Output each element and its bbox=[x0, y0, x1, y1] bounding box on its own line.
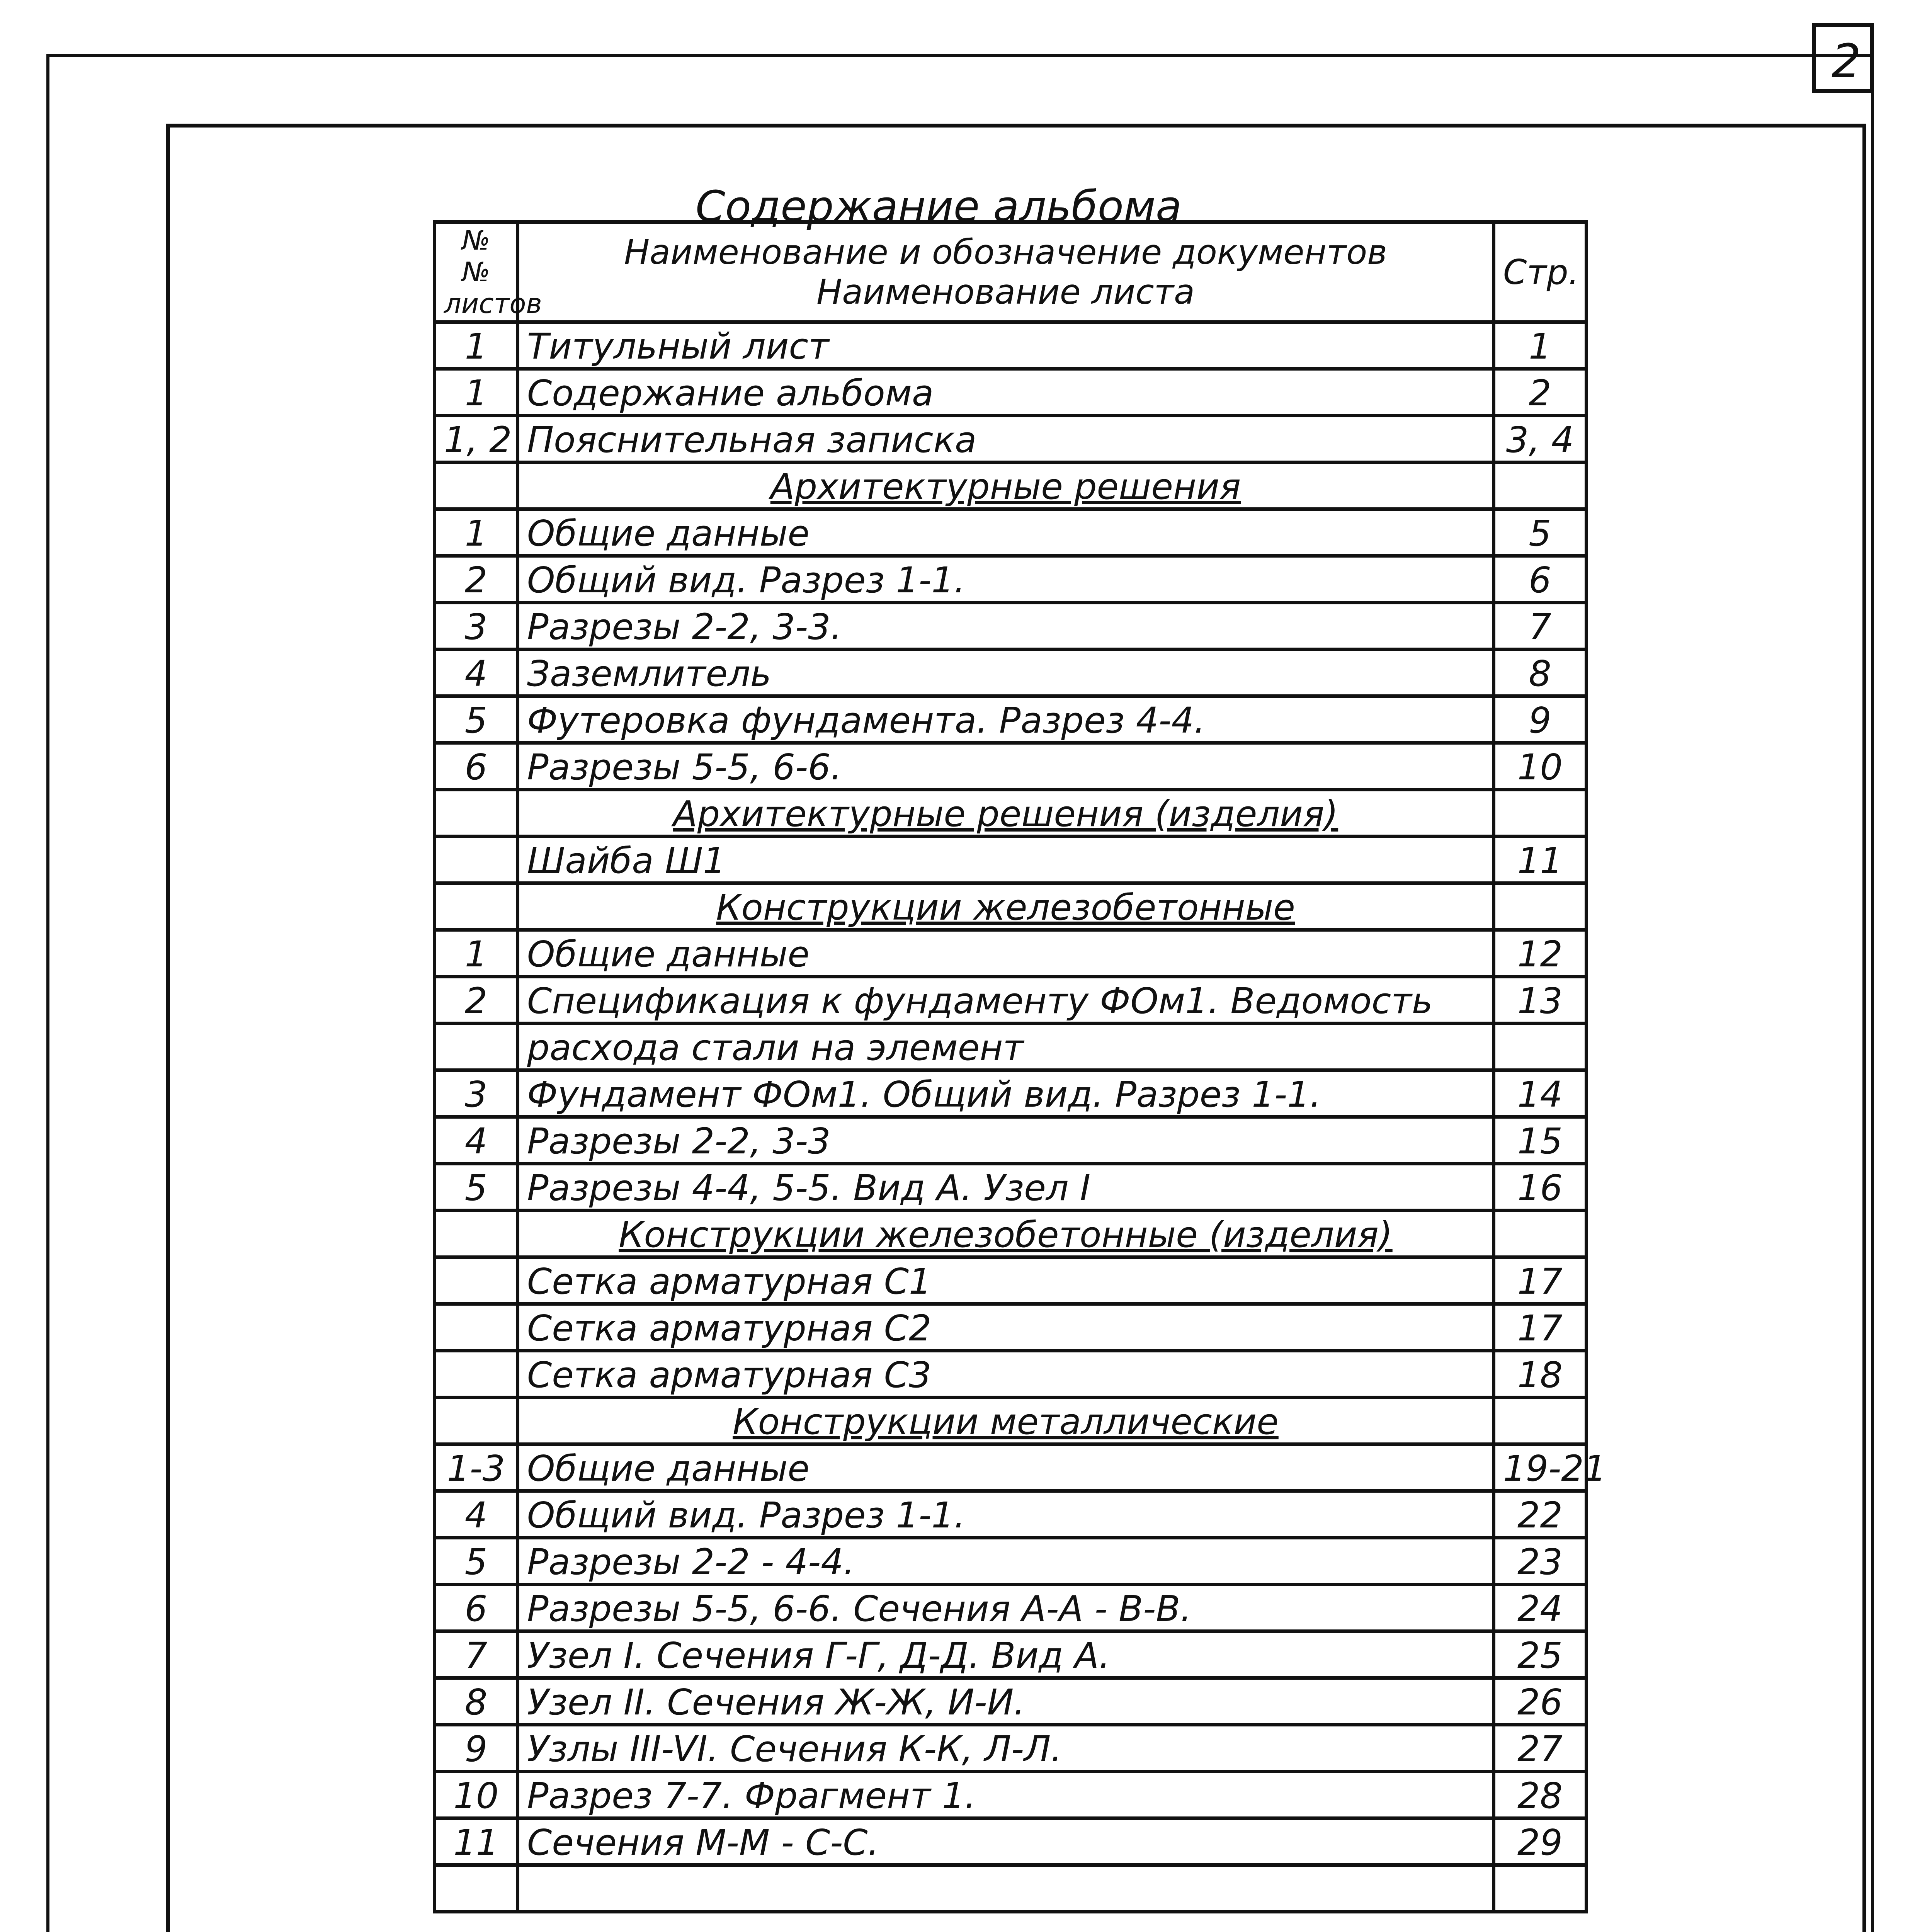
row-sheet-number bbox=[435, 1865, 518, 1912]
row-document-name: Разрезы 2-2 - 4-4. bbox=[518, 1538, 1494, 1585]
row-sheet-number: 9 bbox=[435, 1725, 518, 1772]
row-document-name: Общий вид. Разрез 1-1. bbox=[518, 556, 1494, 603]
row-page: 17 bbox=[1494, 1257, 1587, 1304]
row-page: 15 bbox=[1494, 1117, 1587, 1164]
row-sheet-number: 4 bbox=[435, 650, 518, 696]
section-heading: Конструкции железобетонные bbox=[518, 883, 1494, 930]
row-sheet-number bbox=[435, 1351, 518, 1398]
section-heading: Конструкции металлические bbox=[518, 1398, 1494, 1444]
table-row bbox=[435, 556, 1587, 603]
row-document-name: Разрезы 2-2, 3-3 bbox=[518, 1117, 1494, 1164]
table-row bbox=[435, 790, 1587, 837]
table-row bbox=[435, 1444, 1587, 1491]
table-row bbox=[435, 1585, 1587, 1631]
row-page: 8 bbox=[1494, 650, 1587, 696]
row-sheet-number: 6 bbox=[435, 1585, 518, 1631]
row-page: 22 bbox=[1494, 1491, 1587, 1538]
table-row bbox=[435, 1117, 1587, 1164]
header-name bbox=[518, 222, 1494, 322]
row-document-name: расхода стали на элемент bbox=[518, 1024, 1494, 1070]
contents-body bbox=[435, 322, 1607, 1912]
outer-border-left bbox=[46, 54, 49, 1932]
row-document-name: Разрезы 5-5, 6-6. Сечения А-А - В-В. bbox=[518, 1585, 1494, 1631]
row-sheet-number bbox=[435, 1304, 518, 1351]
contents-table bbox=[433, 220, 1607, 1913]
row-sheet-number bbox=[435, 1211, 518, 1257]
row-sheet-number: 1 bbox=[435, 509, 518, 556]
table-row bbox=[435, 1304, 1587, 1351]
table-row bbox=[435, 416, 1587, 463]
row-page bbox=[1494, 883, 1587, 930]
table-row bbox=[435, 463, 1587, 509]
row-sheet-number bbox=[435, 883, 518, 930]
row-sheet-number: 8 bbox=[435, 1678, 518, 1725]
header-name-line1: Наименование и обозначение документов bbox=[624, 232, 1388, 272]
row-document-name: Заземлитель bbox=[518, 650, 1494, 696]
row-document-name: Сетка арматурная С2 bbox=[518, 1304, 1494, 1351]
row-page: 11 bbox=[1494, 837, 1587, 883]
table-row bbox=[435, 1070, 1587, 1117]
row-document-name: Разрез 7-7. Фрагмент 1. bbox=[518, 1772, 1494, 1818]
row-sheet-number: 2 bbox=[435, 977, 518, 1024]
row-sheet-number: 7 bbox=[435, 1631, 518, 1678]
row-page: 23 bbox=[1494, 1538, 1587, 1585]
table-header-row bbox=[435, 222, 1587, 322]
section-heading: Архитектурные решения bbox=[518, 463, 1494, 509]
table-row bbox=[435, 1257, 1587, 1304]
row-document-name: Общие данные bbox=[518, 509, 1494, 556]
row-document-name: Шайба Ш1 bbox=[518, 837, 1494, 883]
row-page: 17 bbox=[1494, 1304, 1587, 1351]
row-sheet-number: 3 bbox=[435, 1070, 518, 1117]
row-page: 14 bbox=[1494, 1070, 1587, 1117]
table-row bbox=[435, 1024, 1587, 1070]
header-page: Стр. bbox=[1494, 222, 1587, 322]
row-page: 5 bbox=[1494, 509, 1587, 556]
row-sheet-number: 1 bbox=[435, 322, 518, 369]
outer-border-right bbox=[1871, 54, 1874, 1932]
row-document-name: Узел I. Сечения Г-Г, Д-Д. Вид А. bbox=[518, 1631, 1494, 1678]
section-heading: Конструкции железобетонные (изделия) bbox=[518, 1211, 1494, 1257]
row-page: 6 bbox=[1494, 556, 1587, 603]
row-document-name: Разрезы 5-5, 6-6. bbox=[518, 743, 1494, 790]
row-page: 12 bbox=[1494, 930, 1587, 977]
row-document-name: Узел II. Сечения Ж-Ж, И-И. bbox=[518, 1678, 1494, 1725]
row-sheet-number: 1, 2 bbox=[435, 416, 518, 463]
row-document-name: Разрезы 4-4, 5-5. Вид А. Узел I bbox=[518, 1164, 1494, 1211]
table-row bbox=[435, 1818, 1587, 1865]
row-sheet-number bbox=[435, 463, 518, 509]
table-row bbox=[435, 696, 1587, 743]
row-sheet-number: 5 bbox=[435, 1538, 518, 1585]
row-document-name: Общие данные bbox=[518, 1444, 1494, 1491]
section-heading: Архитектурные решения (изделия) bbox=[518, 790, 1494, 837]
row-sheet-number: 1-3 bbox=[435, 1444, 518, 1491]
table-row bbox=[435, 1164, 1587, 1211]
row-page: 13 bbox=[1494, 977, 1587, 1024]
outer-border-top bbox=[46, 54, 1874, 57]
table-row bbox=[435, 837, 1587, 883]
page-title: Содержание альбома bbox=[696, 182, 1182, 231]
table-row bbox=[435, 1538, 1587, 1585]
row-page: 1 bbox=[1494, 322, 1587, 369]
row-sheet-number: 11 bbox=[435, 1818, 518, 1865]
row-page: 10 bbox=[1494, 743, 1587, 790]
table-row bbox=[435, 1678, 1587, 1725]
row-page: 24 bbox=[1494, 1585, 1587, 1631]
row-document-name: Узлы III-VI. Сечения К-К, Л-Л. bbox=[518, 1725, 1494, 1772]
row-page bbox=[1494, 1024, 1587, 1070]
row-sheet-number: 5 bbox=[435, 1164, 518, 1211]
sheet-number-box bbox=[1812, 23, 1874, 93]
row-sheet-number: 2 bbox=[435, 556, 518, 603]
row-page bbox=[1494, 790, 1587, 837]
table-row bbox=[435, 883, 1587, 930]
table-row bbox=[435, 509, 1587, 556]
row-page: 19-21 bbox=[1494, 1444, 1587, 1491]
row-sheet-number: 4 bbox=[435, 1117, 518, 1164]
table-row bbox=[435, 1351, 1587, 1398]
row-page: 7 bbox=[1494, 603, 1587, 650]
table-row bbox=[435, 1725, 1587, 1772]
row-page bbox=[1494, 1211, 1587, 1257]
table-row bbox=[435, 1491, 1587, 1538]
row-document-name: Титульный лист bbox=[518, 322, 1494, 369]
table-row bbox=[435, 743, 1587, 790]
sheet-number: 2 bbox=[1832, 35, 1861, 88]
row-document-name: Общий вид. Разрез 1-1. bbox=[518, 1491, 1494, 1538]
row-page: 28 bbox=[1494, 1772, 1587, 1818]
row-sheet-number bbox=[435, 1024, 518, 1070]
row-page: 3, 4 bbox=[1494, 416, 1587, 463]
row-document-name: Содержание альбома bbox=[518, 369, 1494, 416]
row-sheet-number bbox=[435, 837, 518, 883]
row-sheet-number bbox=[435, 1398, 518, 1444]
row-document-name bbox=[518, 1865, 1494, 1912]
header-name-line2: Наименование листа bbox=[816, 272, 1195, 312]
row-page: 18 bbox=[1494, 1351, 1587, 1398]
table-row bbox=[435, 1772, 1587, 1818]
row-page: 16 bbox=[1494, 1164, 1587, 1211]
row-sheet-number: 4 bbox=[435, 1491, 518, 1538]
header-sheet-no: № № листов bbox=[435, 222, 518, 322]
row-document-name: Общие данные bbox=[518, 930, 1494, 977]
table-row bbox=[435, 1398, 1587, 1444]
table-row bbox=[435, 1865, 1587, 1912]
table-row bbox=[435, 930, 1587, 977]
row-page: 26 bbox=[1494, 1678, 1587, 1725]
table-row bbox=[435, 1211, 1587, 1257]
row-page: 2 bbox=[1494, 369, 1587, 416]
row-sheet-number: 3 bbox=[435, 603, 518, 650]
table-row bbox=[435, 977, 1587, 1024]
row-sheet-number: 1 bbox=[435, 369, 518, 416]
row-sheet-number: 6 bbox=[435, 743, 518, 790]
row-document-name: Фундамент ФОм1. Общий вид. Разрез 1-1. bbox=[518, 1070, 1494, 1117]
table-row bbox=[435, 1631, 1587, 1678]
table-row bbox=[435, 322, 1587, 369]
row-document-name: Сетка арматурная С1 bbox=[518, 1257, 1494, 1304]
row-page: 9 bbox=[1494, 696, 1587, 743]
table-row bbox=[435, 603, 1587, 650]
row-page: 27 bbox=[1494, 1725, 1587, 1772]
row-page: 29 bbox=[1494, 1818, 1587, 1865]
table-row bbox=[435, 650, 1587, 696]
row-page bbox=[1494, 463, 1587, 509]
row-sheet-number bbox=[435, 1257, 518, 1304]
row-page bbox=[1494, 1865, 1587, 1912]
row-page: 25 bbox=[1494, 1631, 1587, 1678]
table-row bbox=[435, 369, 1587, 416]
row-document-name: Спецификация к фундаменту ФОм1. Ведомость bbox=[518, 977, 1494, 1024]
row-sheet-number: 5 bbox=[435, 696, 518, 743]
row-document-name: Сетка арматурная С3 bbox=[518, 1351, 1494, 1398]
row-document-name: Пояснительная записка bbox=[518, 416, 1494, 463]
row-document-name: Сечения М-М - С-С. bbox=[518, 1818, 1494, 1865]
row-document-name: Футеровка фундамента. Разрез 4-4. bbox=[518, 696, 1494, 743]
row-document-name: Разрезы 2-2, 3-3. bbox=[518, 603, 1494, 650]
row-sheet-number bbox=[435, 790, 518, 837]
row-page bbox=[1494, 1398, 1587, 1444]
row-sheet-number: 1 bbox=[435, 930, 518, 977]
row-sheet-number: 10 bbox=[435, 1772, 518, 1818]
